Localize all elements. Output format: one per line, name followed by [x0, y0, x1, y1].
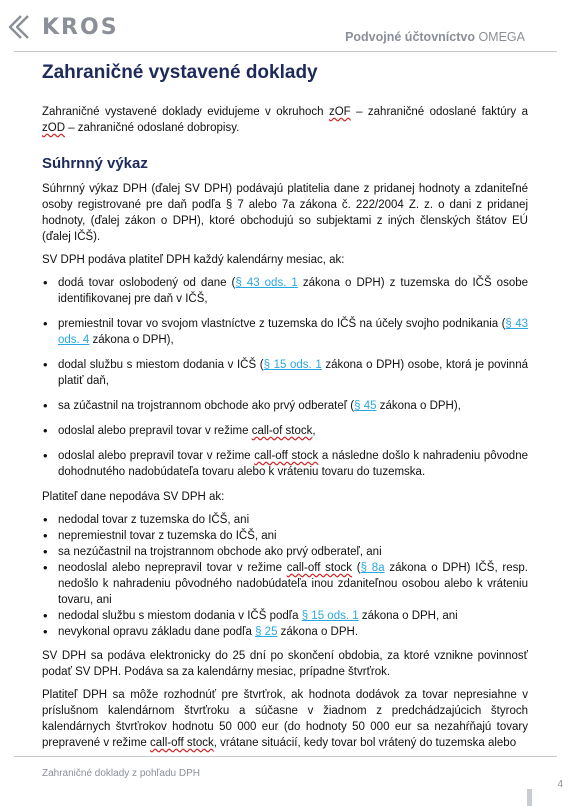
footer-divider: [14, 756, 557, 757]
page-scroll-indicator: [527, 789, 532, 806]
list-item: • premiestnil tovar vo svojom vlastníctve z tuzemska do IČŠ na účely svojho podnikania (§ 43 ods. 4 zákona o DPH),: [42, 316, 528, 348]
paragraph-when-filed: SV DPH podáva platiteľ DPH každý kalendárny mesiac, ak:: [42, 254, 345, 266]
list-item: • sa nezúčastnil na trojstrannom obchode ako prvý odberateľ, ani: [42, 544, 528, 560]
logo-text: KROS: [42, 14, 119, 40]
paragraph-quarterly: Platiteľ DPH sa môže rozhodnúť pre štvrťrok, ak hodnota dodávok za tovar nepresiahne v príslušnom kalendárnom štvrťroku a súčasne v žiadnom z predchádzajúcich štyroch kalendárnych štvrťrokov hodnotu 50 000 eur (do hodnoty 50 000 eur sa nezahŕňajú tovary prepravené v režime call-off stock, vrátane situácií, kedy tovar bol vrátený do tuzemska alebo: [42, 689, 528, 749]
kros-logo-icon: [8, 14, 38, 40]
page-title: Zahraničné vystavené doklady: [42, 62, 318, 83]
section-heading: Súhrnný výkaz: [42, 155, 148, 172]
list-item: • odoslal alebo prepravil tovar v režime call-off stock a následne došlo k nahradeniu pôvodne dohodnutého nadobúdateľa tovaru alebo k vráteniu tovaru do tuzemska.: [42, 448, 528, 480]
paragraph-not-filed: Platiteľ dane nepodáva SV DPH ak:: [42, 491, 225, 503]
paragraph-definition: Súhrnný výkaz DPH (ďalej SV DPH) podávajú platitelia dane z pridanej hodnoty a zdaniteľné osoby registrované pre daň podľa § 7 alebo 7a zákona č. 222/2004 Z. z. o dani z pridanej hodnoty, (ďalej zákon o DPH), ktoré obchodujú so subjektami z iných členských štátov EÚ (ďalej IČŠ).: [42, 183, 528, 243]
law-link[interactable]: § 43 ods. 4: [58, 318, 528, 346]
footer-text: Zahraničné doklady z pohľadu DPH: [42, 768, 201, 779]
kros-logo: [8, 14, 119, 40]
list-item: • dodá tovar oslobodený od dane (§ 43 ods. 1 zákona o DPH) z tuzemska do IČŠ osobe identifikovanej pre daň v IČŠ,: [42, 275, 528, 307]
paragraph-deadline: SV DPH sa podáva elektronicky do 25 dní po skončení obdobia, za ktoré vznikne povinnosť podať SV DPH. Podáva sa za kalendárny mesiac, prípadne štvrťrok.: [42, 650, 528, 678]
list-item: • neodoslal alebo neprepravil tovar v režime call-off stock (§ 8a zákona o DPH) IČŠ, resp. nedošlo k nahradeniu pôvodného nadobúdateľa inou zdaniteľnou osobou alebo k vráteniu tovaru, ani: [42, 560, 528, 608]
document-body: [42, 104, 528, 758]
header-divider: [14, 51, 557, 52]
product-name-bold: Podvojné účtovníctvo: [345, 30, 475, 44]
law-link[interactable]: § 15 ods. 1: [301, 610, 359, 622]
list-item: • nepremiestnil tovar z tuzemska do IČŠ, ani: [42, 528, 528, 544]
law-link[interactable]: § 8a: [360, 562, 385, 574]
list-item: • nedodal službu s miestom dodania v IČŠ podľa § 15 ods. 1 zákona o DPH, ani: [42, 608, 528, 624]
law-link[interactable]: § 43 ods. 1: [235, 277, 298, 289]
intro-paragraph: Zahraničné vystavené doklady evidujeme v okruhoch zOF – zahraničné odoslané faktúry a zOD – zahraničné odoslané dobropisy.: [42, 106, 528, 134]
product-name: [345, 30, 525, 44]
exemption-list: [42, 512, 528, 640]
law-link[interactable]: § 15 ods. 1: [263, 359, 322, 371]
list-item: • nevykonal opravu základu dane podľa § 25 zákona o DPH.: [42, 624, 528, 640]
filing-conditions-list: [42, 275, 528, 480]
list-item: • dodal službu s miestom dodania v IČŠ (§ 15 ods. 1 zákona o DPH) osobe, ktorá je povinná platiť daň,: [42, 357, 528, 389]
product-name-regular: OMEGA: [478, 30, 525, 44]
law-link[interactable]: § 25: [255, 626, 278, 638]
list-item: • sa zúčastnil na trojstrannom obchode ako prvý odberateľ (§ 45 zákona o DPH),: [42, 398, 528, 414]
list-item: • nedodal tovar z tuzemska do IČŠ, ani: [42, 512, 528, 528]
law-link[interactable]: § 45: [354, 400, 377, 412]
page-number: 4: [557, 779, 563, 790]
list-item: • odoslal alebo prepravil tovar v režime call-of stock,: [42, 423, 528, 439]
